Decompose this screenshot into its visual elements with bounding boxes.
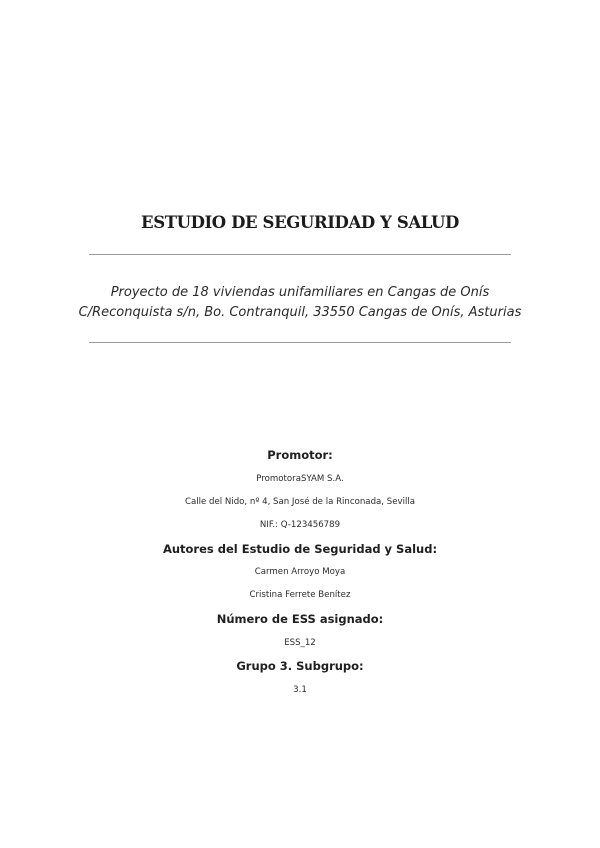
bottom-divider [89, 342, 511, 343]
promotor-address: Calle del Nido, nº 4, San José de la Rinconada, Sevilla [184, 497, 416, 507]
grupo-heading: Grupo 3. Subgrupo: [236, 659, 364, 673]
autores-heading: Autores del Estudio de Seguridad y Salud: [162, 542, 438, 556]
project-name: Proyecto de 18 viviendas unifamiliares en Cangas de Onís [110, 285, 490, 300]
promotor-name: PromotoraSYAM S.A. [256, 474, 344, 484]
project-description [0, 283, 600, 323]
ess-heading: Número de ESS asignado: [216, 612, 384, 626]
author-1: Carmen Arroyo Moya [254, 567, 346, 577]
ess-number: ESS_12 [284, 638, 316, 648]
author-2: Cristina Ferrete Benítez [249, 590, 351, 600]
promotor-heading: Promotor: [267, 448, 333, 462]
top-divider [89, 254, 511, 255]
document-title: ESTUDIO DE SEGURIDAD Y SALUD [141, 213, 459, 232]
project-address: C/Reconquista s/n, Bo. Contranquil, 33550 Cangas de Onís, Asturias [78, 305, 522, 320]
subgrupo-value: 3.1 [293, 685, 307, 695]
promotor-nif: NIF.: Q-123456789 [259, 520, 341, 530]
